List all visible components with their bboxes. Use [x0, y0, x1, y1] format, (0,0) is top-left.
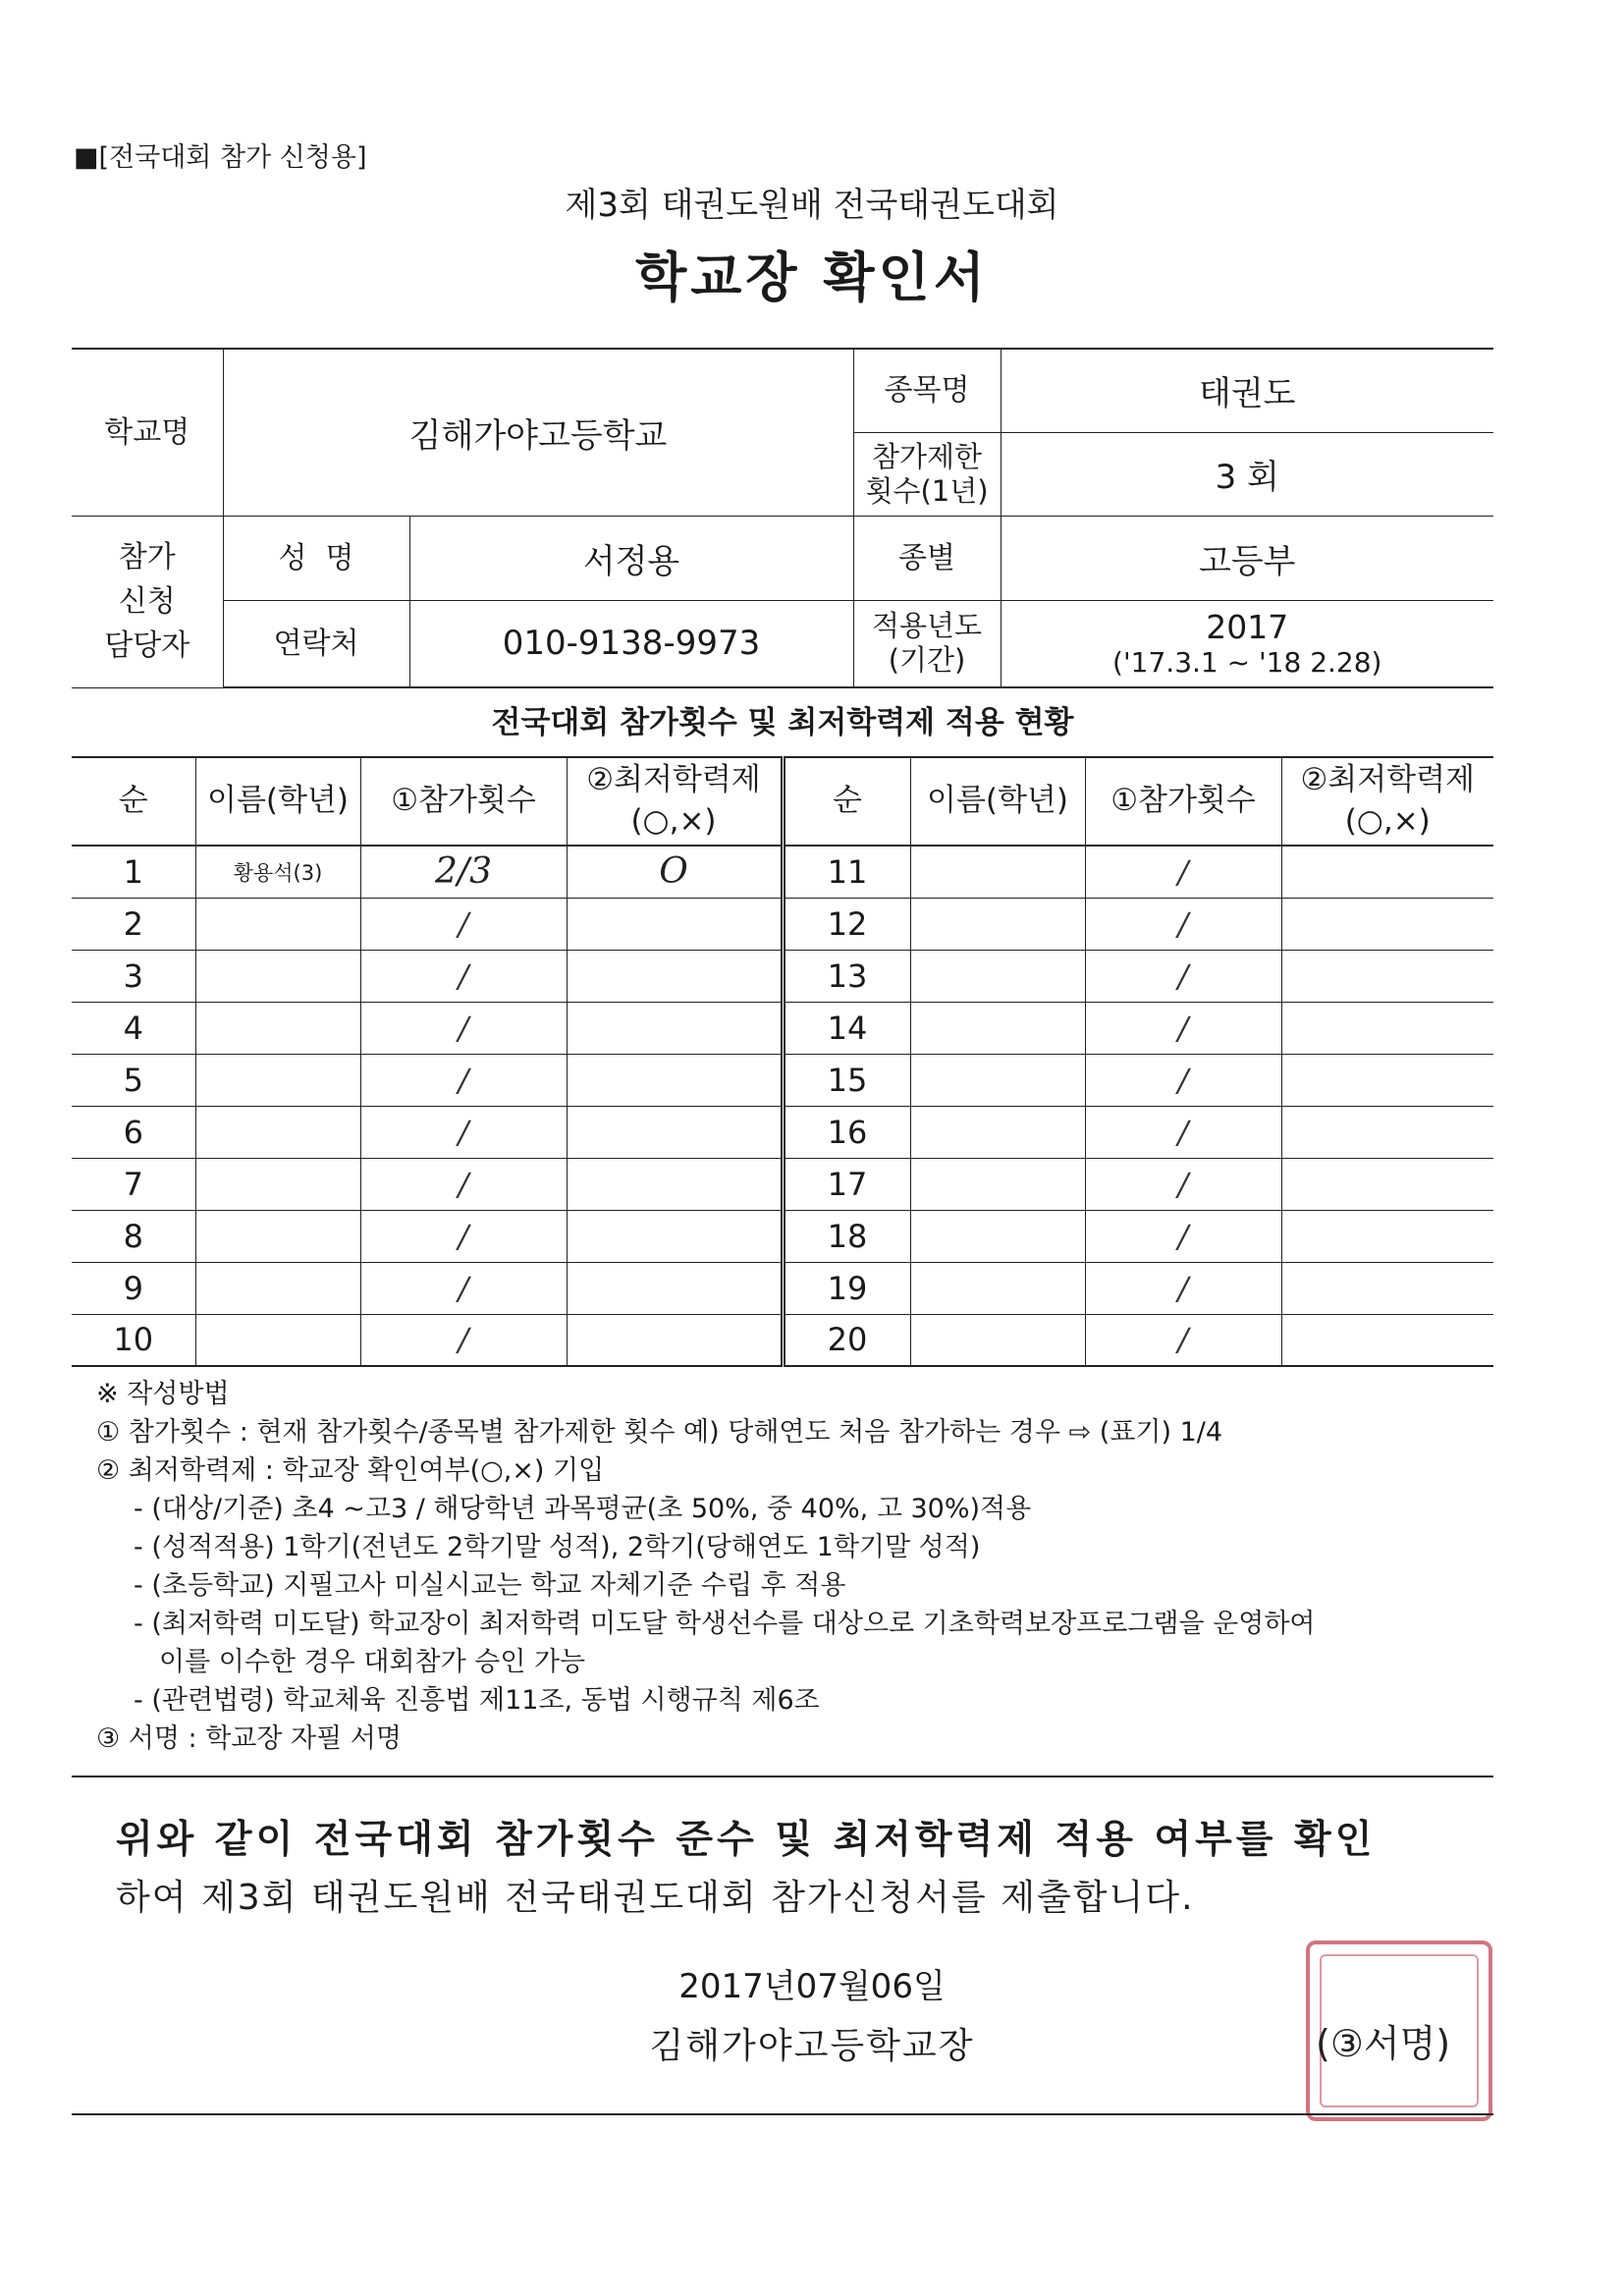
- table-row: [72, 1314, 1493, 1366]
- row-no: 8: [72, 1210, 195, 1262]
- row-no: 20: [783, 1314, 910, 1366]
- row-count: /: [1085, 1314, 1281, 1366]
- manager-name-label: 성 명: [223, 516, 409, 600]
- instruction-1: ① 참가횟수 : 현재 참가횟수/종목별 참가제한 횟수 예) 당해연도 처음 참가하는 경우 ⇨ (표기) 1/4: [96, 1417, 1223, 1448]
- row-min-academic: [1281, 1314, 1493, 1366]
- row-count: /: [360, 1158, 567, 1210]
- row-no: 18: [783, 1210, 910, 1262]
- table-row: [72, 1106, 1493, 1158]
- school-name-label: 학교명: [72, 349, 223, 516]
- row-name: [910, 846, 1085, 898]
- header-min-academic: ②최저학력제 (○,×): [1281, 757, 1493, 846]
- row-min-academic: [567, 1158, 783, 1210]
- row-no: 2: [72, 898, 195, 950]
- row-no: 3: [72, 950, 195, 1002]
- row-count: /: [360, 1314, 567, 1366]
- instruction-2d-continued: 이를 이수한 경우 대회참가 승인 가능: [159, 1647, 586, 1677]
- row-name: [910, 1054, 1085, 1106]
- contact-value: 010-9138-9973: [409, 600, 853, 687]
- row-min-academic: [1281, 898, 1493, 950]
- row-min-academic: [1281, 1054, 1493, 1106]
- header-min-academic: ②최저학력제 (○,×): [567, 757, 783, 846]
- row-count: /: [1085, 1054, 1281, 1106]
- instructions-title: ※ 작성방법: [96, 1379, 230, 1409]
- divider-line: [72, 1776, 1493, 1777]
- event-value: 태권도: [1001, 349, 1493, 432]
- form-type-label: ■[전국대회 참가 신청용]: [74, 142, 367, 173]
- row-name: [910, 1106, 1085, 1158]
- signature-label: (③서명): [1316, 2022, 1451, 2065]
- school-name-value: 김해가야고등학교: [223, 349, 853, 516]
- application-year-value: 2017: [1206, 608, 1289, 647]
- row-min-academic: [567, 1262, 783, 1314]
- instruction-2c: - (초등학교) 지필고사 미실시교는 학교 자체기준 수립 후 적용: [134, 1570, 846, 1601]
- principal-name: 김해가야고등학교장: [649, 2026, 975, 2066]
- instruction-2: ② 최저학력제 : 학교장 확인여부(○,×) 기입: [96, 1455, 605, 1486]
- row-min-academic: [567, 1002, 783, 1054]
- row-no: 11: [783, 846, 910, 898]
- instruction-2a: - (대상/기준) 초4 ~고3 / 해당학년 과목평균(초 50%, 중 40%, 고 30%)적용: [134, 1494, 1032, 1524]
- instruction-2e: - (관련법령) 학교체육 진흥법 제11조, 동법 시행규칙 제6조: [134, 1685, 820, 1716]
- row-no: 6: [72, 1106, 195, 1158]
- participation-limit-value: 3 회: [1001, 432, 1493, 516]
- row-name: [910, 1262, 1085, 1314]
- header-no: 순: [72, 757, 195, 846]
- row-count: /: [1085, 1210, 1281, 1262]
- row-name: [195, 1002, 360, 1054]
- row-no: 17: [783, 1158, 910, 1210]
- header-count: ①참가횟수: [1085, 757, 1281, 846]
- row-name: [195, 1262, 360, 1314]
- row-count: /: [360, 950, 567, 1002]
- row-count: /: [1085, 1002, 1281, 1054]
- event-label: 종목명: [853, 349, 1001, 432]
- header-name: 이름(학년): [910, 757, 1085, 846]
- school-info-table: [72, 348, 1493, 688]
- row-name: [910, 1158, 1085, 1210]
- row-name: [195, 1106, 360, 1158]
- header-no: 순: [783, 757, 910, 846]
- header-count: ①참가횟수: [360, 757, 567, 846]
- row-no: 9: [72, 1262, 195, 1314]
- instruction-2d: - (최저학력 미도달) 학교장이 최저학력 미도달 학생선수를 대상으로 기초학력보장프로그램을 운영하여: [134, 1609, 1316, 1639]
- application-year-label: 적용년도 (기간): [853, 600, 1001, 687]
- row-name: [195, 1314, 360, 1366]
- row-count: /: [1085, 898, 1281, 950]
- row-count: /: [1085, 1158, 1281, 1210]
- statement-line-2: 하여 제3회 태권도원배 전국태권도대회 참가신청서를 제출합니다.: [116, 1878, 1195, 1918]
- table-row: [72, 1210, 1493, 1262]
- row-name: [910, 950, 1085, 1002]
- row-no: 4: [72, 1002, 195, 1054]
- row-min-academic: [1281, 846, 1493, 898]
- manager-name-value: 서정용: [409, 516, 853, 600]
- row-name: [195, 1158, 360, 1210]
- statement-line-1: 위와 같이 전국대회 참가횟수 준수 및 최저학력제 적용 여부를 확인: [116, 1818, 1377, 1862]
- division-label: 종별: [853, 516, 1001, 600]
- table-row: [72, 1002, 1493, 1054]
- row-min-academic: [567, 1106, 783, 1158]
- row-count: /: [1085, 1262, 1281, 1314]
- row-min-academic: O: [567, 846, 783, 898]
- row-name: [195, 950, 360, 1002]
- confirmation-statement: [116, 1809, 1490, 1920]
- row-name: [910, 1314, 1085, 1366]
- instructions: [96, 1375, 1510, 1758]
- row-no: 15: [783, 1054, 910, 1106]
- participation-table-title: 전국대회 참가횟수 및 최저학력제 적용 현황: [491, 705, 1074, 740]
- row-count: /: [360, 898, 567, 950]
- row-count: /: [360, 1106, 567, 1158]
- table-row: [72, 846, 1493, 898]
- row-no: 14: [783, 1002, 910, 1054]
- row-count: /: [360, 1210, 567, 1262]
- row-name: [195, 1054, 360, 1106]
- row-count: 2/3: [360, 846, 567, 898]
- row-name: [910, 1002, 1085, 1054]
- row-no: 19: [783, 1262, 910, 1314]
- document-title: 학교장 확인서: [635, 246, 989, 308]
- row-min-academic: [1281, 1106, 1493, 1158]
- bottom-divider-line: [72, 2113, 1493, 2115]
- row-name: [910, 1210, 1085, 1262]
- row-min-academic: [1281, 950, 1493, 1002]
- row-min-academic: [1281, 1002, 1493, 1054]
- row-name: [195, 1210, 360, 1262]
- row-no: 10: [72, 1314, 195, 1366]
- row-min-academic: [567, 898, 783, 950]
- row-no: 1: [72, 846, 195, 898]
- table-row: [72, 1054, 1493, 1106]
- table-row: [72, 1262, 1493, 1314]
- row-name: [910, 898, 1085, 950]
- row-no: 7: [72, 1158, 195, 1210]
- row-no: 13: [783, 950, 910, 1002]
- participation-table: [72, 756, 1493, 1367]
- row-no: 12: [783, 898, 910, 950]
- row-count: /: [1085, 1106, 1281, 1158]
- row-min-academic: [567, 950, 783, 1002]
- applicant-label: 참가 신청 담당자: [72, 516, 223, 687]
- header-name: 이름(학년): [195, 757, 360, 846]
- row-min-academic: [1281, 1262, 1493, 1314]
- instruction-2b: - (성적적용) 1학기(전년도 2학기말 성적), 2학기(당해연도 1학기말 성적): [134, 1532, 981, 1562]
- application-year-cell: [1001, 600, 1493, 687]
- row-no: 5: [72, 1054, 195, 1106]
- table-row: [72, 950, 1493, 1002]
- table-row: [72, 898, 1493, 950]
- row-name: [195, 898, 360, 950]
- instruction-3: ③ 서명 : 학교장 자필 서명: [96, 1723, 402, 1754]
- submission-date: 2017년07월06일: [678, 1967, 946, 2006]
- row-no: 16: [783, 1106, 910, 1158]
- row-count: /: [1085, 846, 1281, 898]
- row-min-academic: [567, 1314, 783, 1366]
- division-value: 고등부: [1001, 516, 1493, 600]
- row-min-academic: [1281, 1158, 1493, 1210]
- row-name: 황용석(3): [195, 846, 360, 898]
- table-row: [72, 1158, 1493, 1210]
- row-min-academic: [567, 1054, 783, 1106]
- contact-label: 연락처: [223, 600, 409, 687]
- row-count: /: [360, 1002, 567, 1054]
- event-title: 제3회 태권도원배 전국태권도대회: [565, 186, 1059, 225]
- participation-limit-label: 참가제한 횟수(1년): [853, 432, 1001, 516]
- row-count: /: [1085, 950, 1281, 1002]
- row-count: /: [360, 1262, 567, 1314]
- row-min-academic: [567, 1210, 783, 1262]
- row-count: /: [360, 1054, 567, 1106]
- application-period-value: ('17.3.1 ~ '18 2.28): [1112, 646, 1382, 680]
- row-min-academic: [1281, 1210, 1493, 1262]
